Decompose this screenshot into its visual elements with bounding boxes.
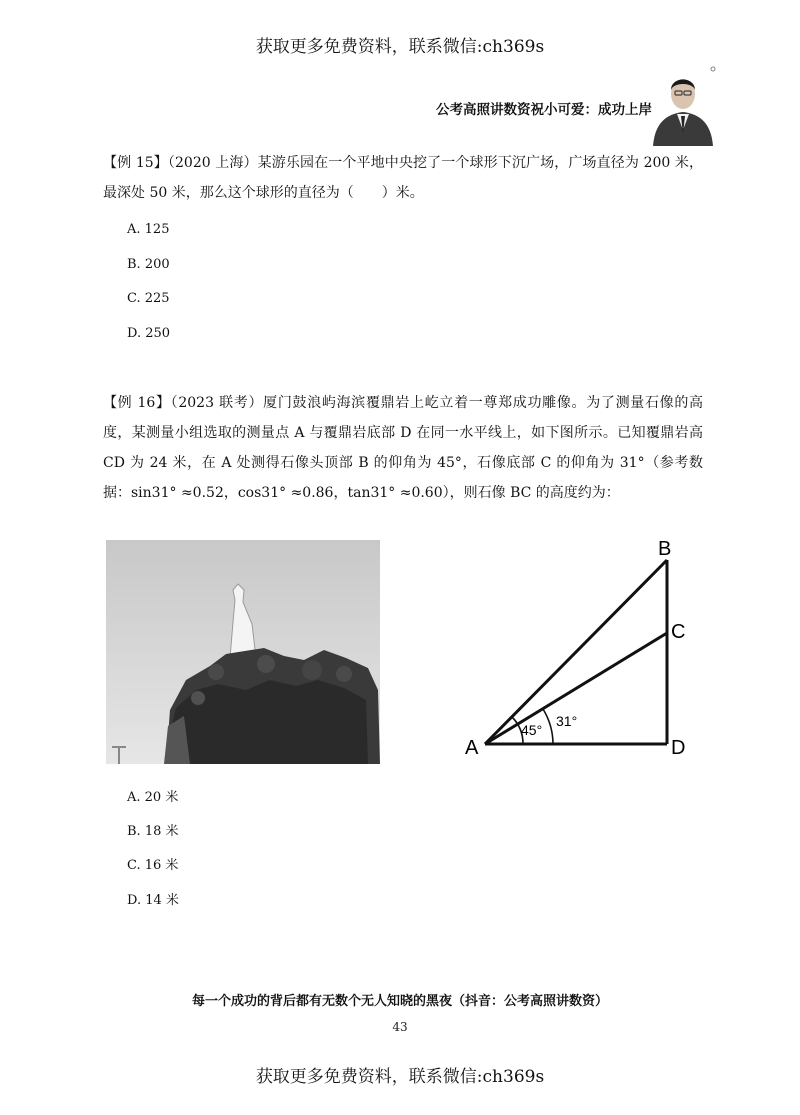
arc-31 bbox=[543, 709, 553, 744]
point-b-label: B bbox=[658, 538, 672, 560]
angle-45-label: 45° bbox=[521, 722, 543, 738]
q16-option-a: A. 20 米 bbox=[127, 790, 179, 805]
q15-option-b: B. 200 bbox=[127, 257, 170, 272]
author-portrait bbox=[649, 64, 717, 146]
triangle-diagram bbox=[455, 530, 705, 765]
header-tagline: 公考高照讲数资祝小可爱：成功上岸 bbox=[436, 102, 652, 118]
q16-option-d: D. 14 米 bbox=[127, 893, 179, 908]
watermark-bottom: 获取更多免费资料，联系微信:ch369s bbox=[255, 1067, 545, 1087]
footer-motto: 每一个成功的背后都有无数个无人知晓的黑夜（抖音：公考高照讲数资） bbox=[191, 994, 608, 1009]
question-16-text: 【例 16】（2023 联考）厦门鼓浪屿海滨覆鼎岩上屹立着一尊郑成功雕像。为了测量石像的高度，某测量小组选取的测量点 A 与覆鼎岩底部 D 在同一水平线上，如下图所示。已知覆鼎岩高 CD 为 24 米，在 A 处测得石像头顶部 B 的仰角为 45°，石像底部 C 的仰角为 31°（参考数据：sin31° ≈0.52，cos31° ≈0.86，tan31° ≈0.60），则石像 BC 的高度约为： bbox=[103, 395, 703, 501]
q15-option-a: A. 125 bbox=[127, 222, 170, 237]
point-a-label: A bbox=[465, 737, 479, 759]
q16-option-c: C. 16 米 bbox=[127, 858, 179, 873]
page-number: 43 bbox=[392, 1020, 408, 1034]
q15-option-c: C. 225 bbox=[127, 291, 170, 306]
q16-option-b: B. 18 米 bbox=[127, 824, 179, 839]
angle-31-label: 31° bbox=[556, 713, 578, 729]
point-c-label: C bbox=[671, 621, 686, 643]
point-d-label: D bbox=[671, 737, 686, 759]
q15-option-d: D. 250 bbox=[127, 326, 171, 341]
statue-photo bbox=[106, 540, 380, 764]
question-15-text: 【例 15】（2020 上海）某游乐园在一个平地中央挖了一个球形下沉广场，广场直径为 200 米，最深处 50 米，那么这个球形的直径为（ ）米。 bbox=[103, 155, 703, 201]
watermark-top: 获取更多免费资料，联系微信:ch369s bbox=[255, 37, 545, 57]
